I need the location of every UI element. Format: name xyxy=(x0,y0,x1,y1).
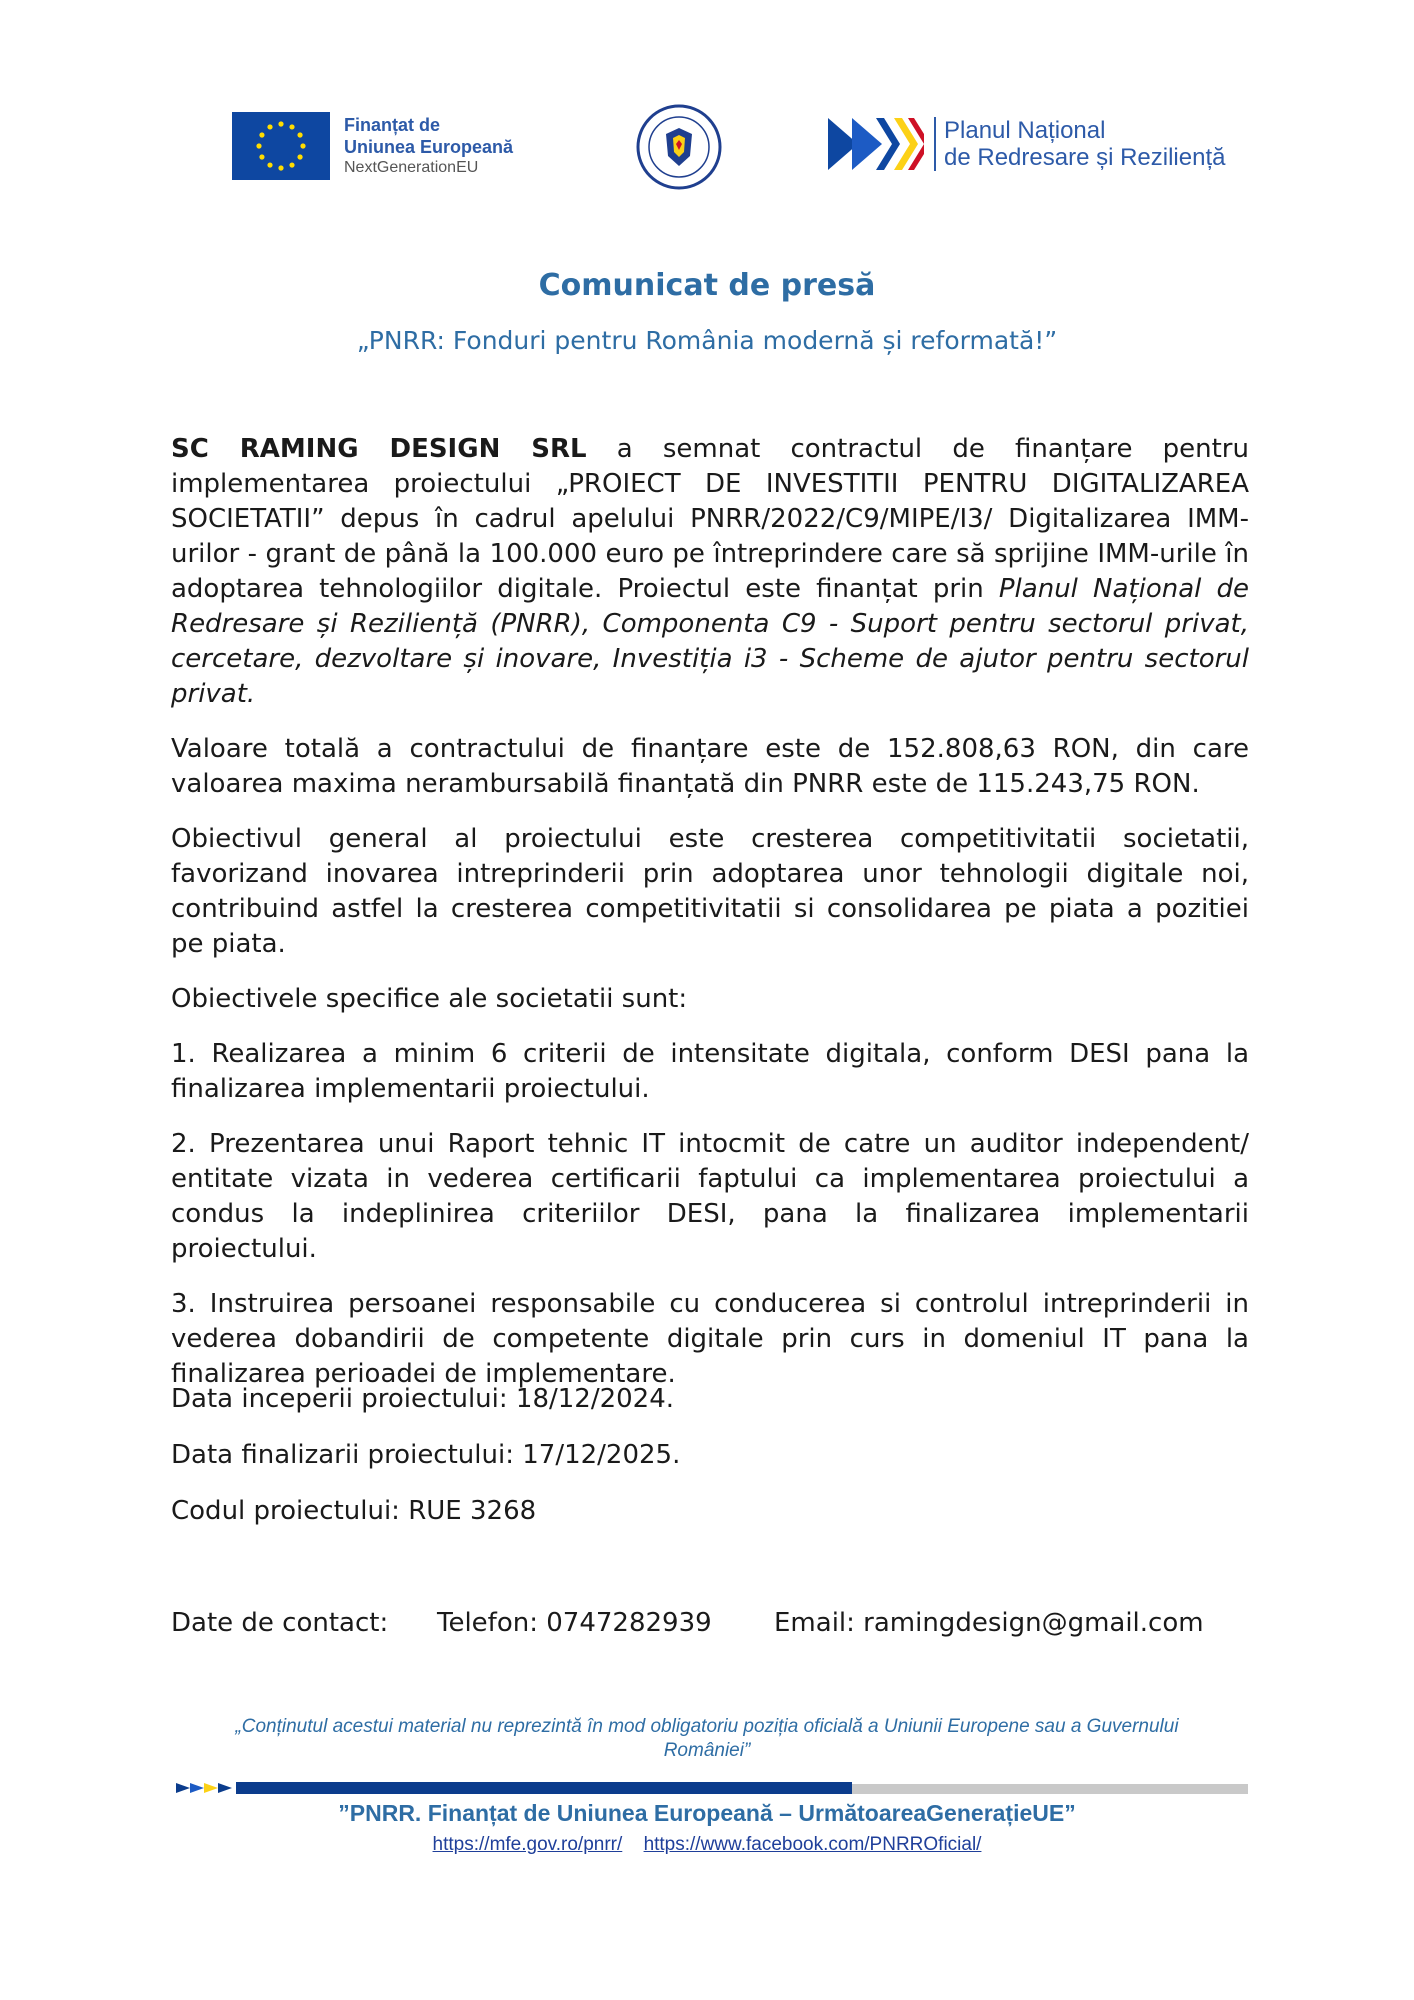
specific-objectives-heading: Obiectivele specifice ale societatii sunt: xyxy=(171,984,688,1014)
facebook-link[interactable]: https://www.facebook.com/PNRROficial/ xyxy=(643,1834,982,1855)
contact-phone: Telefon: 0747282939 xyxy=(437,1608,712,1638)
footer-links xyxy=(0,1834,1414,1856)
footer-bar xyxy=(176,1782,1248,1794)
intro-text: a semnat contractul de finanțare pentru implementarea proiectului „PROIECT DE INVESTITII PENTRU DIGITALIZAREA SOCIETATII” depus în cadrul apelului PNRR/2022/C9/MIPE/I3/ Digitalizarea IMM-urilor - grant de până la 100.000 euro pe întreprindere care să sprijine IMM-urile în adoptarea tehnologiilor digitale. Proiectul este finanțat prin xyxy=(171,434,1249,604)
mfe-link[interactable]: https://mfe.gov.ro/pnrr/ xyxy=(432,1834,623,1855)
pnrr-arrows-icon xyxy=(828,116,924,172)
eu-star-icon xyxy=(297,154,302,159)
eu-flag-icon xyxy=(232,112,330,180)
disclaimer: „Conținutul acestui material nu reprezintă în mod obligatoriu poziția oficială a Uniunii Europene sau a Guvernului României” xyxy=(235,1716,1179,1761)
romanian-government-seal-icon xyxy=(636,104,722,190)
objective-item: 3. Instruirea persoanei responsabile cu conducerea si controlul intreprinderii in vederea dobandirii de competente digitale prin curs in domeniul IT pana la finalizarea perioadei de implementare. xyxy=(171,1289,1249,1389)
eu-star-icon xyxy=(267,162,272,167)
company-name: SC RAMING DESIGN SRL xyxy=(171,434,587,464)
intro-paragraph xyxy=(171,432,1249,712)
pnrr-logo-line1: Planul Național xyxy=(944,117,1106,144)
eu-logo-line1: Finanțat de xyxy=(344,115,441,135)
eu-star-icon xyxy=(289,124,294,129)
eu-star-icon xyxy=(256,143,261,148)
project-dates xyxy=(171,1382,680,1550)
general-objective-paragraph: Obiectivul general al proiectului este cresterea competitivitatii societatii, favorizand inovarea intreprinderii prin adoptarea unor tehnologii digitale noi, contribuind astfel la cresterea competitivitatii si consolidarea pe piata a pozitiei pe piata. xyxy=(171,824,1249,959)
eu-star-icon xyxy=(278,121,283,126)
contract-value-paragraph: Valoare totală a contractului de finanțare este de 152.808,63 RON, din care valoarea maxima nerambursabilă finanțată din PNRR este de 115.243,75 RON. xyxy=(171,734,1249,799)
eu-star-icon xyxy=(300,143,305,148)
eu-star-icon xyxy=(297,132,302,137)
pnrr-logo-line2: de Redresare și Reziliență xyxy=(944,144,1226,171)
eu-star-icon xyxy=(259,154,264,159)
objective-item: 2. Prezentarea unui Raport tehnic IT intocmit de catre un auditor independent/ entitate vizata in vederea certificarii faptului ca implementarea proiectului a condus la indeplinirea criteriilor DESI, pana la finalizarea implementarii proiectului. xyxy=(171,1129,1249,1264)
eu-star-icon xyxy=(267,124,272,129)
funding-program: Planul Național de Redresare și Reziliență (PNRR), Componenta C9 - Suport pentru sectorul privat, cercetare, dezvoltare și inovare, Investiția i3 - Scheme de ajutor pentru sectorul privat. xyxy=(171,574,1250,709)
contact-email: Email: ramingdesign@gmail.com xyxy=(774,1608,1204,1638)
start-date: Data inceperii proiectului: 18/12/2024. xyxy=(171,1384,675,1414)
eu-star-icon xyxy=(289,162,294,167)
eu-star-icon xyxy=(259,132,264,137)
press-release-body xyxy=(171,432,1249,1412)
footer-arrows-icon xyxy=(176,1782,236,1794)
objective-item: 1. Realizarea a minim 6 criterii de intensitate digitala, conform DESI pana la finalizarea implementarii proiectului. xyxy=(171,1039,1249,1104)
eu-logo-line2: Uniunea Europeană xyxy=(344,137,514,157)
pnrr-logo xyxy=(828,116,1225,172)
eu-logo xyxy=(232,112,513,180)
header-logos xyxy=(0,104,1414,204)
end-date: Data finalizarii proiectului: 17/12/2025. xyxy=(171,1440,681,1470)
page-subtitle: „PNRR: Fonduri pentru România modernă și reformată!” xyxy=(356,326,1058,355)
footer-title: ”PNRR. Finanțat de Uniunea Europeană – UrmătoareaGenerațieUE” xyxy=(338,1800,1076,1826)
page-title: Comunicat de presă xyxy=(538,268,876,303)
project-code: Codul proiectului: RUE 3268 xyxy=(171,1496,537,1526)
contact-label: Date de contact: xyxy=(171,1608,389,1638)
eu-star-icon xyxy=(278,165,283,170)
eu-logo-line3: NextGenerationEU xyxy=(344,159,479,176)
